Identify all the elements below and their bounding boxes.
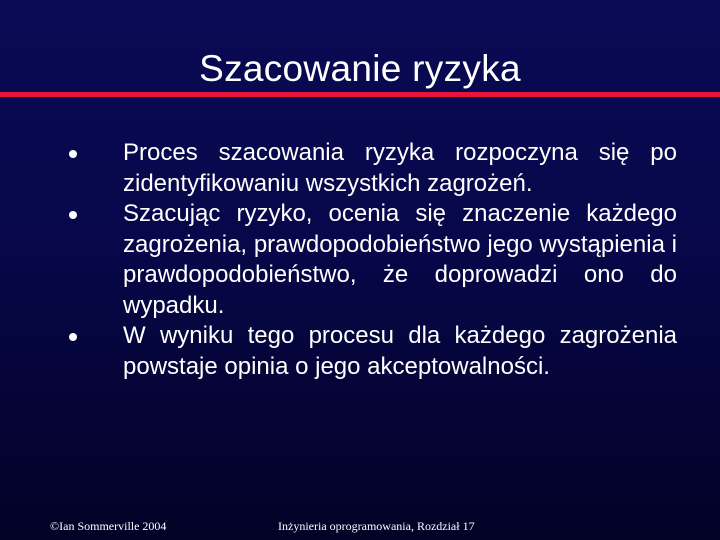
bullet-item <box>0 321 720 382</box>
footer-chapter: Inżynieria oprogramowania, Rozdział 17 <box>278 519 475 533</box>
bullet-dot-icon <box>69 211 77 219</box>
footer-copyright: ©Ian Sommerville 2004 <box>50 519 167 533</box>
bullet-item <box>0 138 720 199</box>
bullet-list <box>0 138 720 382</box>
bullet-dot-icon <box>69 150 77 158</box>
bullet-text: Szacując ryzyko, ocenia się znaczenie każdego zagrożenia, prawdopodobieństwo jego wystąpienia i prawdopodobieństwo, że doprowadzi ono do wypadku. <box>123 200 677 319</box>
bullet-text: W wyniku tego procesu dla każdego zagrożenia powstaje opinia o jego akceptowalności. <box>123 322 677 380</box>
bullet-text: Proces szacowania ryzyka rozpoczyna się po zidentyfikowaniu wszystkich zagrożeń. <box>123 139 677 197</box>
bullet-dot-icon <box>69 333 77 341</box>
title-divider <box>0 92 720 97</box>
slide-title: Szacowanie ryzyka <box>199 48 521 89</box>
bullet-item <box>0 199 720 321</box>
